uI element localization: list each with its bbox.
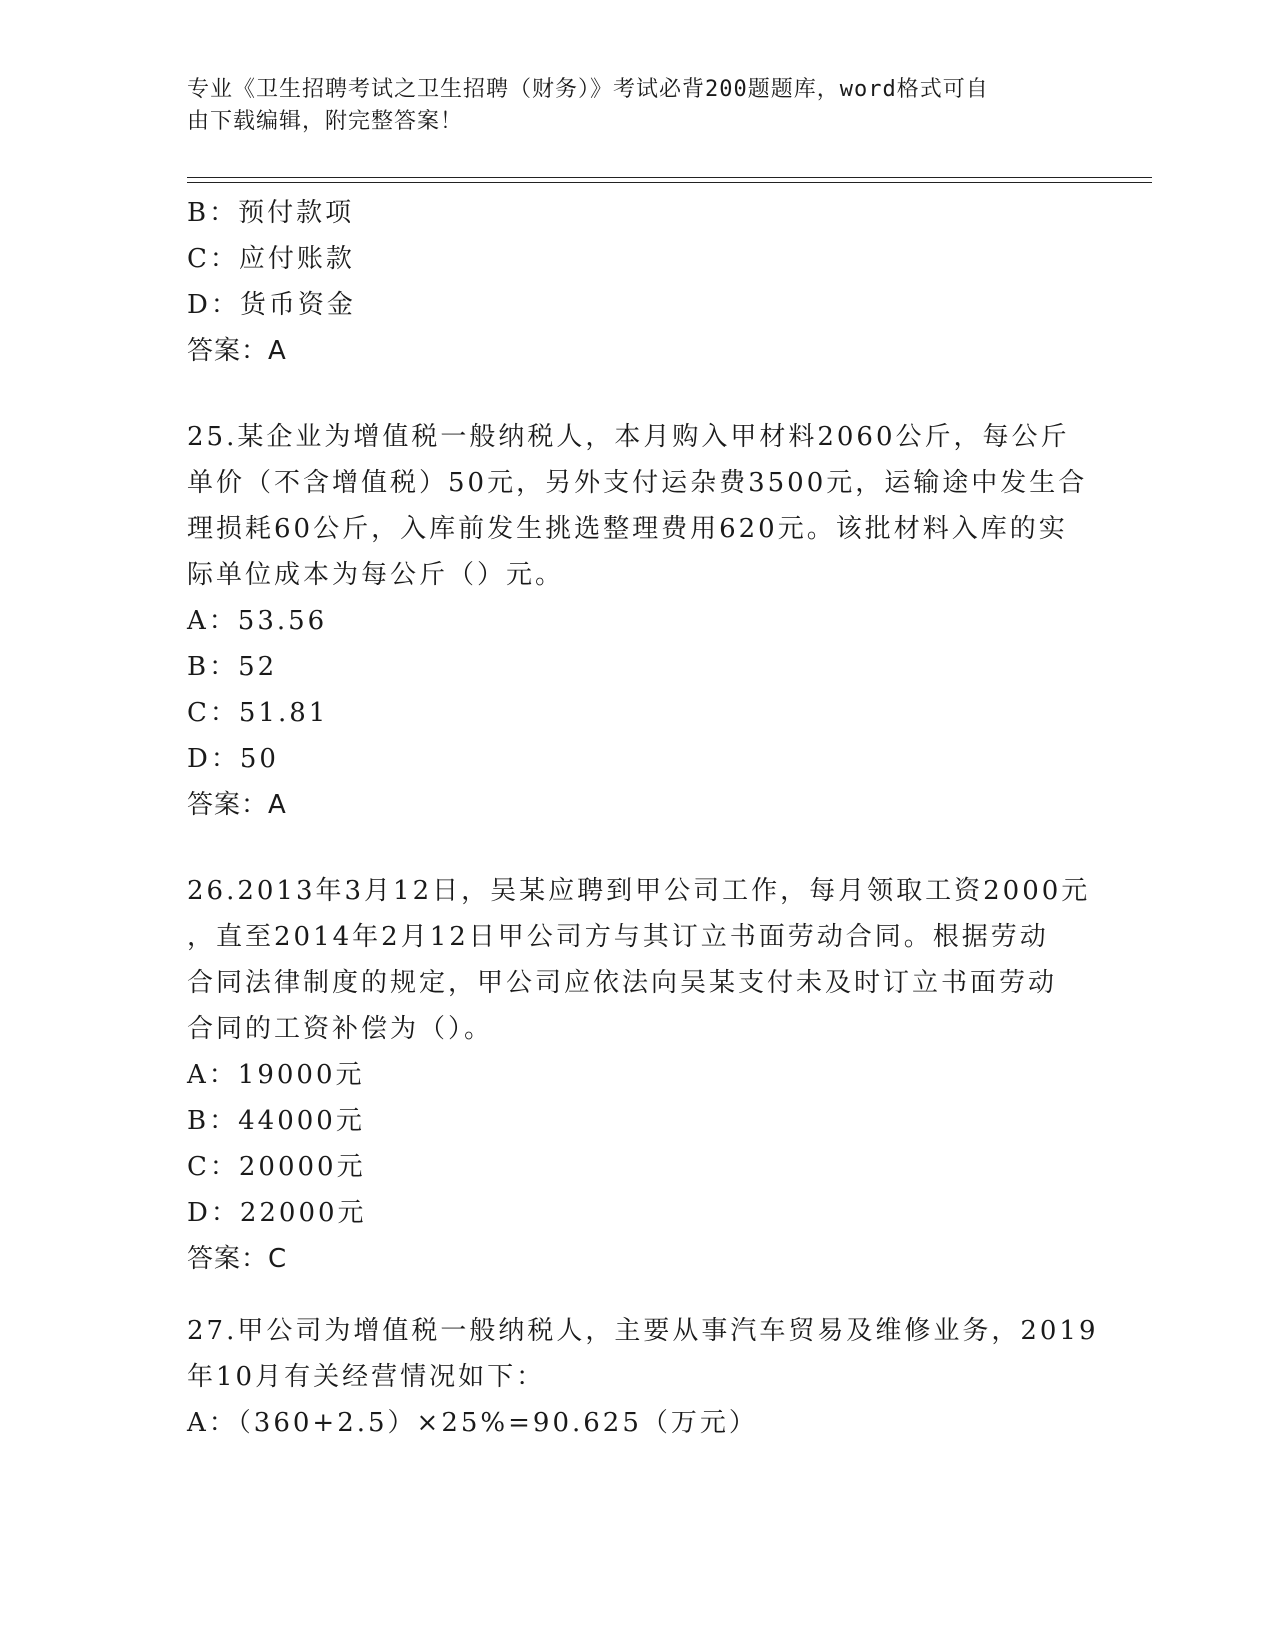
option-a: A：19000元 [187,1060,365,1090]
option-d: D：货币资金 [187,290,356,320]
question-text-line: 合同的工资补偿为（）。 [187,1014,494,1044]
header-divider-bottom [187,182,1152,183]
header-title-line-1: 专业《卫生招聘考试之卫生招聘（财务）》考试必背200题题库，word格式可自 [187,77,989,102]
option-c: C：应付账款 [187,244,355,274]
question-spacer [187,828,1087,868]
question-text-line: 25.某企业为增值税一般纳税人，本月购入甲材料2060公斤，每公斤 [187,422,1070,452]
option-a: A：（360+2.5）×25%=90.625（万元） [187,1408,758,1438]
answer-line: 答案：C [187,1244,288,1274]
question-list [187,190,1099,1446]
question-text-line: 26.2013年3月12日，吴某应聘到甲公司工作，每月领取工资2000元 [187,876,1091,906]
answer-line: 答案：A [187,790,287,820]
option-b: B：44000元 [187,1106,365,1136]
question-text-line: 年10月有关经营情况如下： [187,1362,546,1392]
question-spacer [187,1282,1087,1308]
question-25 [187,414,1087,828]
document-header [187,74,1067,138]
question-text-line: 际单位成本为每公斤（）元。 [187,560,565,590]
option-c: C：20000元 [187,1152,366,1182]
header-divider-top [187,177,1152,178]
question-spacer [187,374,1087,414]
question-text-line: 单价（不含增值税）50元，另外支付运杂费3500元，运输途中发生合 [187,468,1088,498]
option-c: C：51.81 [187,698,329,728]
option-d: D：22000元 [187,1198,367,1228]
option-b: B：52 [187,652,278,682]
question-text-line: 27.甲公司为增值税一般纳税人，主要从事汽车贸易及维修业务，2019 [187,1316,1099,1346]
option-a: A：53.56 [187,606,328,636]
question-26 [187,868,1091,1282]
question-text-line: ，直至2014年2月12日甲公司方与其订立书面劳动合同。根据劳动 [187,922,1049,952]
option-b: B：预付款项 [187,198,355,228]
question-24-tail [187,190,1087,374]
header-title-line-2: 由下载编辑，附完整答案！ [187,109,464,134]
answer-line: 答案：A [187,336,287,366]
question-text-line: 合同法律制度的规定，甲公司应依法向吴某支付未及时订立书面劳动 [187,968,1058,998]
question-text-line: 理损耗60公斤，入库前发生挑选整理费用620元。该批材料入库的实 [187,514,1068,544]
option-d: D：50 [187,744,279,774]
question-27 [187,1308,1099,1446]
